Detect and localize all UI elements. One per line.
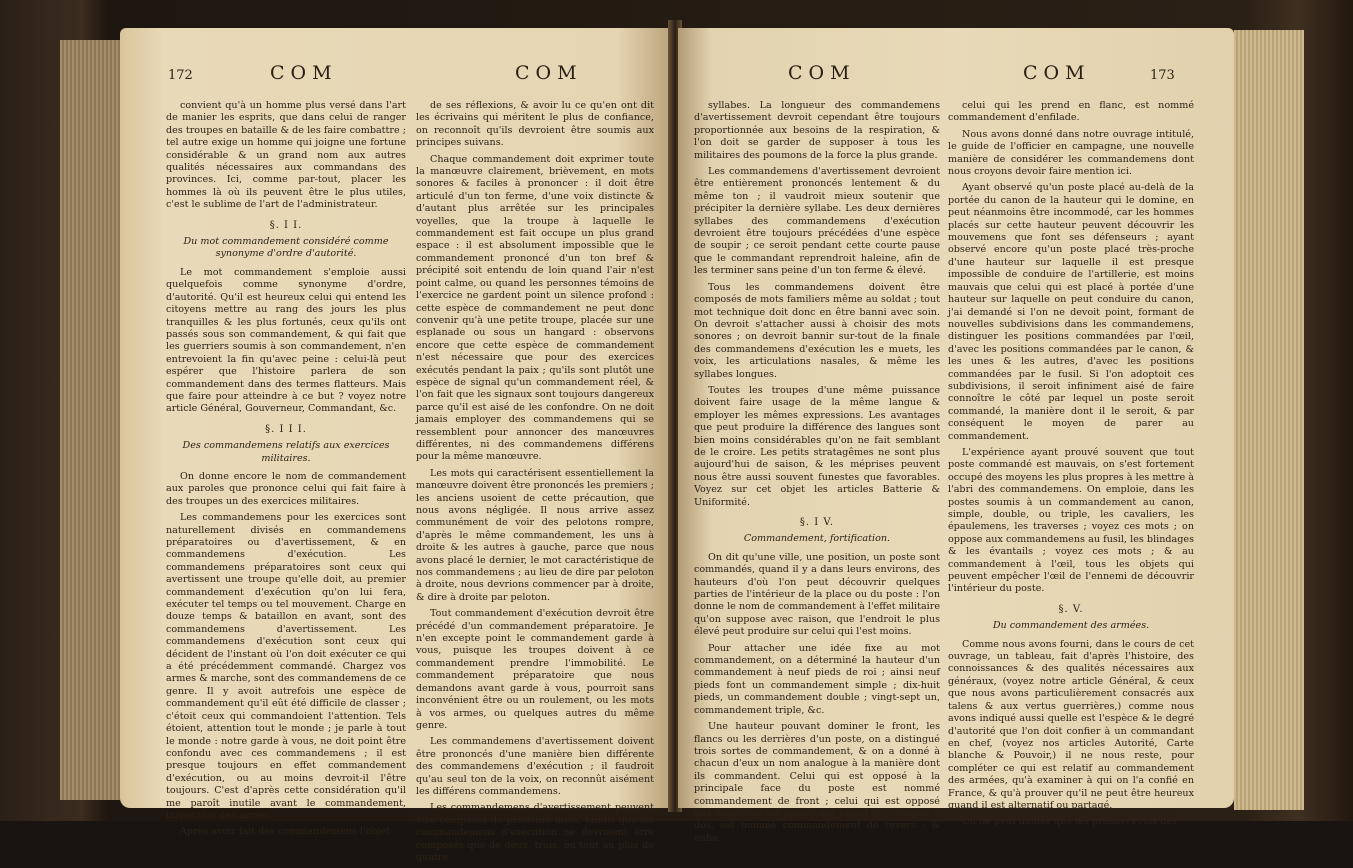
paragraph: Tous les commandemens doivent être composés de mots familiers même au soldat ; tout mot technique doit donc en être banni avec soin. On devroit s'attacher aussi à choisir des mots sonores ; on devroit bannir sur-tout de la finale des commandemens d'exécution les e muets, les voix, les articulations nasales, & même les syllabes longues. [694, 281, 940, 380]
left-page-column-2 [416, 100, 654, 868]
right-head-word-2: COM [788, 62, 856, 84]
paragraph: Les commandemens d'avertissement devroient être entièrement prononcés lentement & du même ton ; il vaudroit mieux soutenir que précipiter la dernière syllabe. Les deux dernières syllabes des commandemens d'exécution devroient être toujours précédées d'une espèce de soupir ; ce seroit pendant cette courte pause que le commandant reprendroit haleine, afin de les terminer sans peine d'un ton ferme & élevé. [694, 166, 940, 277]
right-page-stack-edge [1234, 30, 1304, 810]
section-number: §. V. [1058, 603, 1084, 615]
paragraph: Une hauteur pouvant dominer le front, les flancs ou les derrières d'un poste, on a distingué trois sortes de commandement, & on a donné à chacun d'eux un nom analogue à la manière dont ils commandent. Celui qui est opposé à la principale face du poste est nommé commandement de front ; celui qui est opposé aux derrières du poste, qui prend les troupes à dos, est nommé commandement de revers ; & enfin [694, 721, 940, 844]
section-title: Commandement, fortification. [743, 533, 891, 545]
left-page [120, 28, 672, 863]
right-page-column-2 [948, 100, 1194, 833]
paragraph: Ayant observé qu'un poste placé au-delà de la portée du canon de la hauteur qui le domine, en peut néanmoins être incommodé, car les hommes placés sur cette hauteur peuvent découvrir les mouvemens que font ses défenseurs ; ayant observé encore qu'un poste placé très-proche d'une hauteur sur laquelle il est presque impossible de conduire de l'artillerie, est moins mauvais que celui qui est placé à portée d'une hauteur sur laquelle on peut conduire du canon, j'ai demandé si l'on ne devoit point, formant de nouvelles subdivisions dans les commandemens, distinguer les positions commandées par l'œil, d'avec les positions commandées par le canon, & les unes & les autres, d'avec les positions commandées par le fusil. Si l'on adoptoit ces subdivisions, il seroit infiniment aisé de faire connoître le côté par lequel un poste seroit commandé, la manière dont il le seroit, & par conséquent le moyen de parer au commandement. [948, 182, 1194, 442]
right-page-column-1 [694, 100, 940, 849]
right-page [678, 28, 1234, 844]
paragraph: Toutes les troupes d'une même puissance doivent faire usage de la même langue & employer les mêmes expressions. Les avantages que peut produire la différence des langues sont bien moins considérables qu'on ne fait semblant de le croire. Les petits stratagêmes ne sont plus aujourd'hui de saison, & les méprises peuvent nous être aussi souvent funestes que favorables. Voyez sur cet objet les articles Batterie & Uniformité. [694, 384, 940, 508]
paragraph: On dit qu'une ville, une position, un poste sont commandés, quand il y a dans leurs environs, des hauteurs d'où l'on peut découvrir quelques parties de l'intérieur de la place ou du poste : l'on donne le nom de commandement à l'effet militaire qu'on suppose avec raison, que l'endroit le plus élevé peut produire sur celui qui l'est moins. [694, 551, 940, 638]
paragraph: Le mot commandement s'emploie aussi quelquefois comme synonyme d'ordre, d'autorité. Qu'il est heureux celui qui entend les citoyens mettre au rang des jours les plus tranquilles & les plus fortunés, ceux qu'ils ont passés sous son commandement, & qui fait que les guerriers soumis à son commandement, n'en entrevoient la fin qu'avec peine : celui-là peut espérer que l'histoire parlera de son commandement dans des termes flatteurs. Mais que faire pour atteindre à ce but ? voyez notre article Général, Gouverneur, Commandant, &c. [166, 266, 406, 415]
paragraph: celui qui les prend en flanc, est nommé commandement d'enfilade. [948, 100, 1194, 124]
section-title: Du commandement des armées. [992, 620, 1150, 632]
paragraph: L'expérience ayant prouvé souvent que tout poste commandé est mauvais, on s'est fortement occupé des moyens les plus propres à les mettre à l'abri des commandemens. On emploie, dans les postes soumis à un commandement au canon, simple, double, ou triple, les cavaliers, les épaulemens, les traverses ; voyez ces mots ; on oppose aux commandemens au fusil, les blindages & les évantails ; voyez ces mots ; & au commandement à l'œil, tous les objets qui peuvent empêcher l'œil de l'ennemi de découvrir l'intérieur du poste. [948, 446, 1194, 595]
paragraph: Chaque commandement doit exprimer toute la manœuvre clairement, brièvement, en mots sonores & faciles à prononcer : il doit être articulé d'un ton ferme, d'une voix distincte & d'autant plus arrêtée sur les principales voyelles, que la troupe à laquelle le commandement est fait occupe un plus grand espace : il est absolument impossible que le commandement prononcé d'un ton bref & précipité soit entendu de loin quand l'air n'est point calme, ou quand les personnes témoins de l'exercice ne gardent point un silence profond : cette espèce de commandement ne peut donc convenir qu'à une petite troupe, placée sur une esplanade ou sous un hangard : observons encore que cette espèce de commandement n'est nécessaire que pour des exercices exécutés pendant la paix ; qu'ils sont plutôt une espèce de signal qu'un commandement réel, & l'on fait que les signaux sont toujours dangereux parce qu'il est aisé de les confondre. On ne doit jamais employer des commandemens qui se ressemblent pour annoncer des manœuvres différentes, ni des commandemens différens pour la même manœuvre. [416, 153, 654, 463]
right-page-number: 173 [1150, 68, 1175, 83]
paragraph: convient qu'à un homme plus versé dans l'art de manier les esprits, que dans celui de ranger des troupes en bataille & de les faire combattre ; tel autre exige un homme qui joigne une fortune considérable & un grand nom aux autres qualités nécessaires aux commandans des provinces. Ici, comme par-tout, placer les hommes là où ils peuvent être le plus utiles, c'est le sublime de l'art de l'administrateur. [166, 100, 406, 211]
right-head-word: COM [1023, 62, 1091, 84]
left-head-word-2: COM [515, 62, 583, 84]
paragraph: Tout commandement d'exécution devroit être précédé d'un commandement préparatoire. Je n'en excepte point le commandement garde à vous, puisque les troupes doivent à ce commandement prendre l'immobilité. Le commandement préparatoire que nous demandons avant garde à vous, pourroit sans inconvénient être ou un roulement, ou les mots à vos armes, ou quelques autres du même genre. [416, 608, 654, 731]
paragraph: On donne encore le nom de commandement aux paroles que prononce celui qui fait faire à des troupes un des exercices militaires. [166, 470, 406, 507]
section-title: Du mot commandement considéré comme synonyme d'ordre d'autorité. [183, 236, 389, 260]
section-number: §. I I I. [265, 423, 307, 435]
paragraph: Les mots qui caractérisent essentiellement la manœuvre doivent être prononcés les premiers ; les anciens usoient de cette précaution, que nous avons négligée. Il nous arrive assez communément de voir des pelotons rompre, d'après le même commandement, les uns à droite & les autres à gauche, parce que nous avons placé le dernier, le mot caractéristique de nos commandemens ; au lieu de dire par peloton à droite, nous devrions commencer par à droite, & dire à droite par peloton. [416, 467, 654, 603]
left-page-stack-edge [60, 40, 120, 800]
paragraph: Pour attacher une idée fixe au mot commandement, on a déterminé la hauteur d'un commandement à neuf pieds de roi ; ainsi neuf pieds font un commandement simple ; dix-huit pieds, un commandement double ; vingt-sept un, commandement triple, &c. [694, 642, 940, 716]
paragraph: syllabes. La longueur des commandemens d'avertissement devroit cependant être toujours proportionnée aux besoins de la respiration, & l'on doit se garder de supposer à tous les militaires des poumons de la force la plus grande. [694, 100, 940, 161]
left-head-word: COM [270, 62, 338, 84]
paragraph: Les commandemens d'avertissement peuvent être composés de plusieurs mots, tandis que les commandemens d'exécution ne devroient être composés que de deux, trois, ou tout au plus de quatre [416, 802, 654, 863]
paragraph: Comme nous avons fourni, dans le cours de cet ouvrage, un tableau, fait d'après l'histoire, des connoissances & des qualités nécessaires aux généraux, (voyez notre article Général, & ceux que nous avons particulièrement consacrés aux talens & aux vertus guerrières,) comme nous avons indiqué aussi quelle est l'espèce & le degré d'autorité que l'on doit confier à un commandant en chef, (voyez nos articles Autorité, Carte blanche & Pouvoir,) il ne nous reste, pour compléter ce qui est relatif au commandement des armées, qu'à examiner à qui on l'a confié en France, & qu'à prouver qu'il ne peut être heureux quand il est alternatif ou partagé. [948, 638, 1194, 811]
section-title: Des commandemens relatifs aux exercices militaires. [182, 440, 390, 464]
left-page-column-1 [166, 100, 406, 843]
section-number: §. I I. [269, 219, 303, 231]
section-number: §. I V. [799, 517, 835, 528]
paragraph: de ses réflexions, & avoir lu ce qu'en ont dit les écrivains qui méritent le plus de confiance, on reconnoît qu'ils devroient être soumis aux principes suivans. [416, 100, 654, 149]
paragraph: Après avoir fait des commandemens l'objet [180, 826, 391, 838]
paragraph: Nous avons donné dans notre ouvrage intitulé, le guide de l'officier en campagne, une nouvelle manière de considérer les commandemens dont nous croyons devoir faire mention ici. [948, 128, 1194, 178]
paragraph: On ne peut douter que les premiers rois des [962, 816, 1177, 828]
left-page-number: 172 [168, 68, 193, 83]
paragraph: Les commandemens pour les exercices sont naturellement divisés en commandemens préparatoires ou d'avertissement, & en commandemens d'exécution. Les commandemens préparatoires sont ceux qui avertissent une troupe qu'elle doit, au premier commandement d'exécution qu'on lui fera, exécuter tel temps ou tel mouvement. Charge en douze temps & bataillon en avant, sont des commandemens d'avertissement. Les commandemens d'exécution sont ceux qui décident de l'instant où l'on doit exécuter ce qui a été précédemment commandé. Chargez vos armes & marche, sont des commandemens de ce genre. Il y avoit autrefois une espèce de commandement qu'il eût été difficile de classer ; c'étoit ceux qui commandoient l'attention. Tels étoient, attention tout le monde ; je parle à tout le monde : notre garde à vous, ne doit point être confondu avec ces commandemens ; il est presque toujours en effet commandement d'exécution, ou au moins devroit-il l'être toujours. C'est d'après cette considération qu'il me paroît inutile avant le commandement, inspection des armes. [166, 512, 406, 821]
paragraph: Les commandemens d'avertissement doivent être prononcés d'une manière bien différente des commandemens d'exécution ; il faudroit qu'au seul ton de la voix, on reconnût aisément les différens commandemens. [416, 736, 654, 797]
